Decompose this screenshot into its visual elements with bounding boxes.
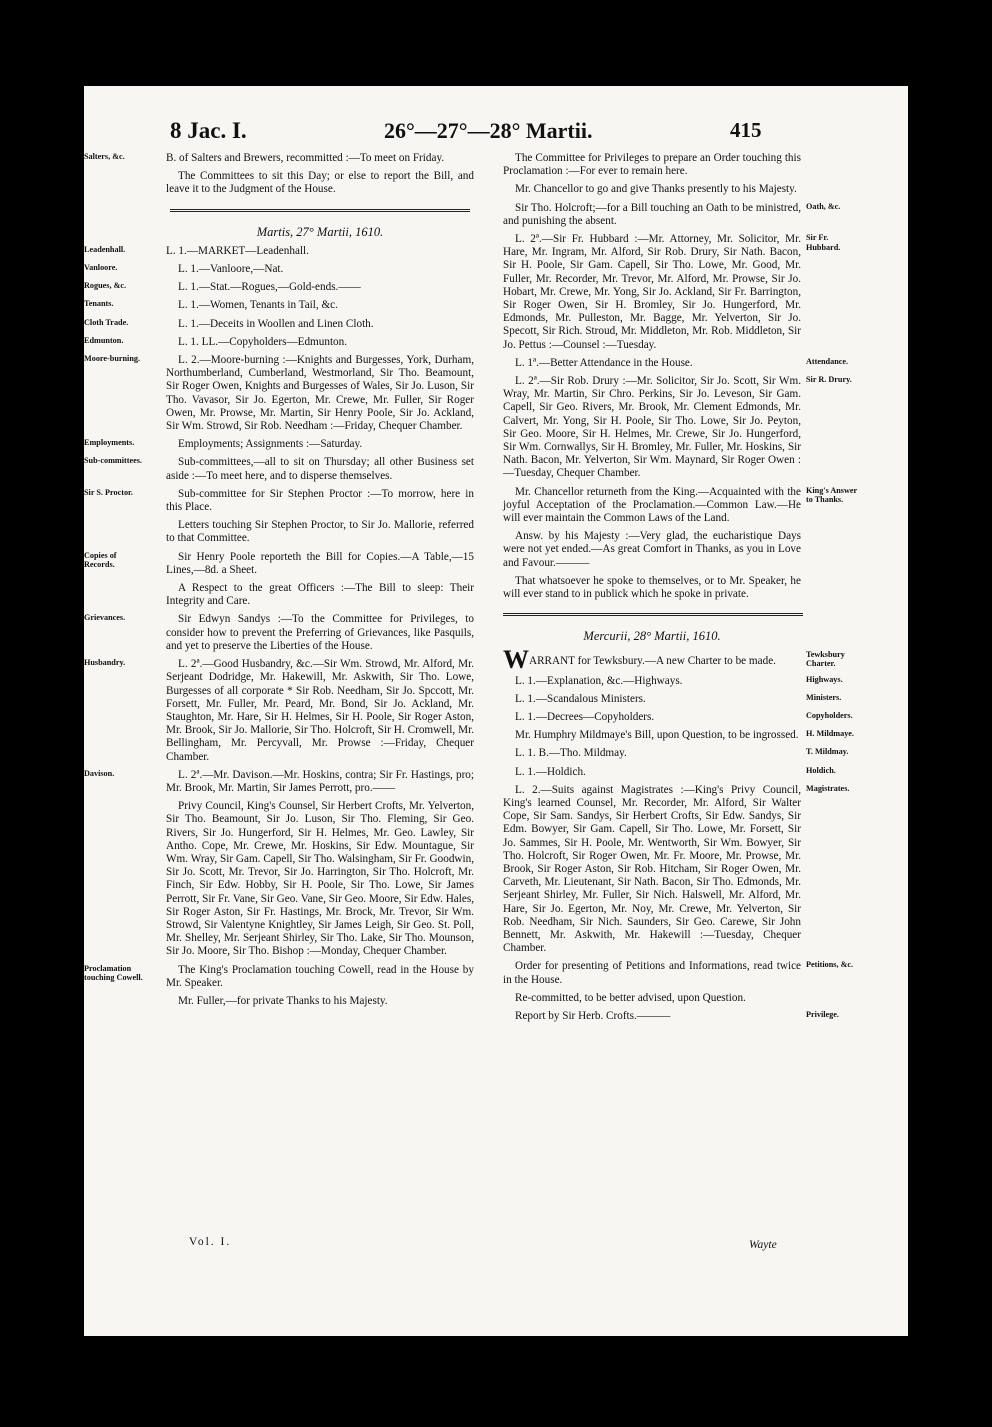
entry-text: ARRANT for Tewksbury.—A new Charter to be made.: [529, 654, 776, 667]
left-column: [84, 152, 474, 1013]
marginal-note: Privilege.: [806, 1009, 839, 1019]
entry-text: Mr. Chancellor to go and give Thanks presently to his Majesty.: [515, 183, 797, 196]
entry-paragraph: [503, 692, 842, 706]
entry-text: B. of Salters and Brewers, recommitted :—To meet on Friday.: [166, 152, 445, 164]
entry-text: L. 2.—Moore-burning :—Knights and Burgesses, York, Durham, Northumberland, Cumberland, Westmorland, Sir Tho. Beamount, Sir Roger Owen, Knights and Burgesses of Wales, Sir Jo. Luson, Sir Tho. Vavasor, Sir Jo. Egerton, Mr. Crewe, Mr. Fuller, Sir Roger Owen, Mr. Prowse, Mr. Martin, Sir Henry Poole, Sir Jo. Ackland, Sir Wm. Strowd, Sir Rob. Needham :—Friday, Chequer Chamber.: [166, 354, 474, 433]
entry-paragraph: [503, 201, 841, 228]
marginal-note: Grievances.: [84, 613, 126, 623]
entry-paragraph: [503, 765, 836, 779]
running-head-dates: 26°—27°—28° Martii.: [384, 118, 593, 143]
entry-text: A Respect to the great Officers :—The Bill to sleep: Their Integrity and Care.: [166, 582, 474, 608]
entry-text: The Committees to sit this Day; or else to report the Bill, and leave it to the Judgment of the House.: [166, 170, 474, 196]
journal-page: [84, 86, 908, 1336]
marginal-note: Ministers.: [806, 692, 842, 702]
entry-paragraph: [84, 317, 474, 331]
sitting-date-heading: Mercurii, 28° Martii, 1610.: [583, 629, 721, 644]
marginal-note: Vanloore.: [84, 263, 118, 273]
entry-paragraph: [84, 152, 474, 165]
entry-paragraph: [503, 575, 801, 601]
marginal-note: Highways.: [806, 674, 843, 684]
marginal-note: Rogues, &c.: [84, 281, 127, 291]
entry-paragraph: [166, 519, 474, 545]
entry-text: L. 1.—Explanation, &c.—Highways.: [515, 674, 683, 687]
entry-paragraph: [503, 674, 843, 688]
marginal-note: Employments.: [84, 438, 135, 448]
entry-paragraph: [503, 729, 854, 742]
entry-paragraph: [84, 768, 474, 795]
entry-paragraph: [503, 152, 801, 178]
entry-paragraph: [84, 658, 474, 764]
entry-paragraph: [503, 233, 841, 352]
entry-text: Re-committed, to be better advised, upon Question.: [515, 991, 746, 1004]
marginal-note: Sir Fr. Hubbard.: [806, 233, 841, 252]
entry-text: L. 1.—Women, Tenants in Tail, &c.: [178, 299, 338, 312]
page-number: 415: [730, 118, 762, 142]
section-rule: [503, 613, 803, 616]
entry-text: L. 2ª.—Sir Fr. Hubbard :—Mr. Attorney, Mr. Solicitor, Mr. Hare, Mr. Ingram, Mr. Alford, Sir Rob. Drury, Sir Nath. Bacon, Sir H. Poole, Sir Gam. Capell, Sir Tho. Lowe, Mr. Good, Mr. Fuller, Mr. Recorder, Mr. Trevor, Mr. Alford, Mr. Prowse, Sir Jo. Hobart, Mr. Crewe, Mr. Yong, Sir Jo. Ackland, Sir Fr. Barrington, Sir Roger Owen, Sir H. Bromley, Sir Jo. Hungerford, Mr. Edmonds, Mr. Pulleston, Mr. Bagge, Mr. Yelverton, Sir Jo. Specott, Sir Rich. Stroud, Mr. Middleton, Mr. Rob. Middleton, Sir Jo. Pettus :—Counsel :—Tuesday.: [503, 233, 801, 351]
entry-text: Sir Henry Poole reporteth the Bill for Copies.—A Table,—15 Lines,—8d. a Sheet.: [166, 550, 474, 576]
entry-paragraph: [503, 1009, 839, 1023]
entry-text: The Committee for Privileges to prepare an Order touching this Proclamation :—For ever to remain here.: [503, 152, 801, 178]
entry-text: L. 1ª.—Better Attendance in the House.: [515, 356, 693, 369]
entry-text: Mr. Chancellor returneth from the King.—Acquainted with the joyful Acceptation of the Proclamation.—Common Law.—He will ever maintain the Common Laws of the Land.: [503, 485, 801, 525]
entry-paragraph: [166, 800, 474, 958]
sitting-date-heading: Martis, 27° Martii, 1610.: [256, 224, 384, 239]
entry-text: L. 2ª.—Good Husbandry, &c.—Sir Wm. Strowd, Mr. Alford, Mr. Serjeant Dodridge, Mr. Hakewill, Mr. Askwith, Sir Tho. Lowe, Burgesses of all corporate * Sir Rob. Needham, Sir Jo. Spccott, Mr. Forsett, Mr. Fuller, Mr. Peard, Mr. Bond, Sir Jo. Ackland, Mr. Staughton, Mr. Hare, Sir H. Helmes, Sir H. Poole, Sir Roger Aston, Mr. Brook, Sir Jo. Mallorie, Sir Tho. Holcroft, Sir H. Cromwell, Mr. Bellingham, Mr. Percyvall, Mr. Prowse :—Friday, Chequer Chamber.: [166, 658, 474, 763]
marginal-note: T. Mildmay.: [806, 747, 849, 757]
entry-text: L. 1.—Vanloore,—Nat.: [178, 263, 284, 276]
marginal-note: Tenants.: [84, 299, 114, 309]
marginal-note: Cloth Trade.: [84, 317, 129, 327]
entry-text: Privy Council, King's Counsel, Sir Herbert Crofts, Mr. Yelverton, Sir Tho. Beamount, Sir Jo. Luson, Sir Tho. Fleming, Sir Geo. Rivers, Sir Jo. Hungerford, Sir H. Helmes, Mr. Geo. Lawley, Sir Antho. Cope, Mr. Crewe, Mr. Hoskins, Sir Edw. Mountague, Sir Wm. Wray, Sir Gam. Capell, Sir Tho. Walsingham, Sir Fr. Goodwin, Sir Jo. Scott, Mr. Trevor, Sir Jo. Harrington, Sir Tho. Holcroft, Mr. Finch, Sir Edw. Hobby, Sir H. Poole, Sir Tho. Lowe, Sir James Perrott, Sir Fr. Vane, Sir Geo. Vane, Sir Geo. Moore, Sir Edw. Hales, Sir Roger Aston, Sir Fr. Hastings, Mr. Brock, Mr. Trevor, Sir Wm. Strowd, Sir Valentyne Knightley, Sir James Leigh, Sir Geo. St. Poll, Mr. Shelley, Mr. Serjeant Shirley, Sir Tho. Lake, Sir Tho. Mounson, Sir Jo. Moore, Sir Tho. Bishop :—Monday, Chequer Chamber.: [166, 800, 474, 958]
entry-paragraph: [503, 783, 850, 956]
entry-text: The King's Proclamation touching Cowell, read in the House by Mr. Speaker.: [166, 963, 474, 989]
entry-paragraph: [503, 710, 853, 724]
entry-paragraph: [503, 960, 854, 986]
entry-text: Mr. Fuller,—for private Thanks to his Majesty.: [178, 994, 388, 1007]
entry-paragraph: [84, 354, 474, 433]
entry-text: Report by Sir Herb. Crofts.———: [515, 1009, 671, 1022]
entry-text: Employments; Assignments :—Saturday.: [178, 438, 363, 451]
entry-text: Sub-committee for Sir Stephen Proctor :—To morrow, here in this Place.: [166, 487, 474, 514]
marginal-note: Holdich.: [806, 765, 836, 775]
marginal-note: Oath, &c.: [806, 201, 841, 211]
marginal-note: Moore-burning.: [84, 354, 141, 364]
marginal-note: Copyholders.: [806, 710, 853, 720]
entry-text: Mr. Humphry Mildmaye's Bill, upon Question, to be ingrossed.: [515, 729, 799, 742]
marginal-note: King's Answer to Thanks.: [806, 485, 858, 505]
entry-text: L. 1.—Decrees—Copyholders.: [515, 710, 655, 723]
entry-text: L. 1.—Stat.—Rogues,—Gold-ends.——: [178, 281, 361, 294]
marginal-note: Tewksbury Charter.: [806, 649, 845, 668]
entry-text: L. 1.—MARKET—Leadenhall.: [166, 244, 309, 257]
entry-text: L. 2ª.—Sir Rob. Drury :—Mr. Solicitor, Sir Jo. Scott, Sir Wm. Wray, Mr. Martin, Sir Chro. Perkins, Sir Jo. Leveson, Sir Gam. Capell, Sir Geo. Rivers, Mr. Brook, Mr. Clement Edmonds, Mr. Calvert, Mr. Yong, Sir H. Poole, Sir Tho. Lowe, Sir Jo. Peyton, Sir Geo. Moore, Sir H. Helmes, Mr. Crewe, Sir Jo. Hungerford, Sir Wm. Cornwallys, Sir H. Bromley, Mr. Fuller, Mr. Hoskins, Sir Nath. Bacon, Mr. Yelverton, Sir Wm. Maynard, Sir Roger Owen :—Tuesday, Chequer Chamber.: [503, 375, 801, 480]
volume-signature: Vol. I.: [189, 1236, 232, 1248]
entry-text: L. 2.—Suits against Magistrates :—King's Privy Council, King's learned Counsel, Mr. Recorder, Mr. Alford, Sir Walter Cope, Sir Sam. Sandys, Sir Herbert Crofts, Sir Edw. Sandys, Sir Edm. Bowyer, Sir Gam. Capell, Sir Tho. Lowe, Mr. Forsett, Sir Jo. Sammes, Sir H. Poole, Mr. Wentworth, Sir Wm. Bowyer, Sir Tho. Holcroft, Sir Roger Owen, Mr. Fr. Moore, Mr. Prowse, Mr. Brook, Sir Roger Aston, Sir Rob. Hitcham, Sir Roger Owen, Mr. Carveth, Mr. Lieutenant, Sir Nath. Bacon, Sir Tho. Edmonds, Mr. Serjeant Shirley, Mr. Fuller, Sir Nich. Halswell, Mr. Alford, Mr. Hare, Sir Jo. Egerton, Mr. Noy, Mr. Crewe, Mr. Yelverton, Sir Rob. Needham, Sir Nich. Saunders, Sir Geo. Carewe, Sir John Bennett, Mr. Askwith, Mr. Hakewill :—Tuesday, Chequer Chamber.: [503, 783, 801, 955]
entry-paragraph: [503, 485, 858, 526]
right-column: [503, 152, 858, 1028]
entry-paragraph: [503, 747, 849, 760]
drop-initial: W: [503, 644, 529, 674]
marginal-note: Sir S. Proctor.: [84, 487, 133, 497]
entry-paragraph: [503, 644, 845, 674]
marginal-note: Davison.: [84, 768, 115, 778]
marginal-note: Petitions, &c.: [806, 960, 854, 970]
entry-text: L. 2ª.—Mr. Davison.—Mr. Hoskins, contra; Sir Fr. Hastings, pro; Mr. Brook, Mr. Martin, Sir James Perrott, pro.——: [166, 768, 474, 794]
section-rule: [170, 209, 470, 212]
marginal-note: Proclamation touching Cowell.: [84, 963, 143, 983]
marginal-note: Edmunton.: [84, 335, 124, 345]
catchword: Wayte: [749, 1239, 777, 1251]
entry-paragraph: [503, 992, 801, 1005]
marginal-note: Copies of Records.: [84, 550, 117, 570]
entry-paragraph: [84, 263, 474, 276]
marginal-note: Leadenhall.: [84, 244, 126, 254]
entry-text: Order for presenting of Petitions and Informations, read twice in the House.: [503, 960, 801, 986]
entry-paragraph: [84, 456, 474, 482]
entry-paragraph: [84, 244, 474, 258]
entry-text: L. 1.—Scandalous Ministers.: [515, 692, 646, 705]
entry-text: Letters touching Sir Stephen Proctor, to Sir Jo. Mallorie, referred to that Committee.: [166, 519, 474, 545]
entry-text: That whatsoever he spoke to themselves, or to Mr. Speaker, he will ever stand to in publick which he spoke in private.: [503, 574, 801, 601]
entry-text: Answ. by his Majesty :—Very glad, the eucharistique Days were not yet ended.—As great Comfort in Thanks, as you in Love and Favour.———: [503, 530, 801, 569]
entry-paragraph: [84, 613, 474, 653]
marginal-note: Magistrates.: [806, 783, 850, 793]
marginal-note: H. Mildmaye.: [806, 729, 854, 739]
entry-paragraph: [166, 995, 474, 1008]
entry-paragraph: [503, 530, 801, 570]
entry-paragraph: [503, 356, 849, 370]
entry-paragraph: [84, 438, 474, 451]
entry-text: Sub-committees,—all to sit on Thursday; all other Business set aside :—To meet here, and to disperse themselves.: [166, 456, 474, 482]
entry-paragraph: [84, 963, 474, 990]
marginal-note: Salters, &c.: [84, 152, 125, 161]
entry-text: L. 1. LL.—Copyholders—Edmunton.: [178, 335, 348, 348]
entry-paragraph: [503, 375, 852, 481]
entry-paragraph: [84, 299, 474, 312]
entry-text: L. 1.—Deceits in Woollen and Linen Cloth.: [178, 317, 374, 330]
entry-paragraph: [84, 550, 474, 577]
marginal-note: Husbandry.: [84, 658, 126, 668]
entry-paragraph: [84, 487, 474, 514]
marginal-note: Sub-committees.: [84, 456, 142, 466]
entry-paragraph: [84, 281, 474, 294]
entry-text: L. 1. B.—Tho. Mildmay.: [515, 747, 627, 760]
entry-text: Sir Tho. Holcroft;—for a Bill touching an Oath to be ministred, and punishing the absent.: [503, 201, 801, 227]
marginal-note: Sir R. Drury.: [806, 375, 852, 385]
entry-text: L. 1.—Holdich.: [515, 765, 586, 778]
entry-paragraph: [166, 170, 474, 196]
entry-text: Sir Edwyn Sandys :—To the Committee for Privileges, to consider how to prevent the Preferring of Grievances, like Pasquils, and yet to preserve the Liberties of the House.: [166, 613, 474, 652]
running-head-left: 8 Jac. I.: [170, 118, 247, 143]
marginal-note: Attendance.: [806, 356, 849, 366]
entry-paragraph: [166, 582, 474, 608]
entry-paragraph: [84, 335, 474, 349]
entry-paragraph: [503, 183, 801, 196]
